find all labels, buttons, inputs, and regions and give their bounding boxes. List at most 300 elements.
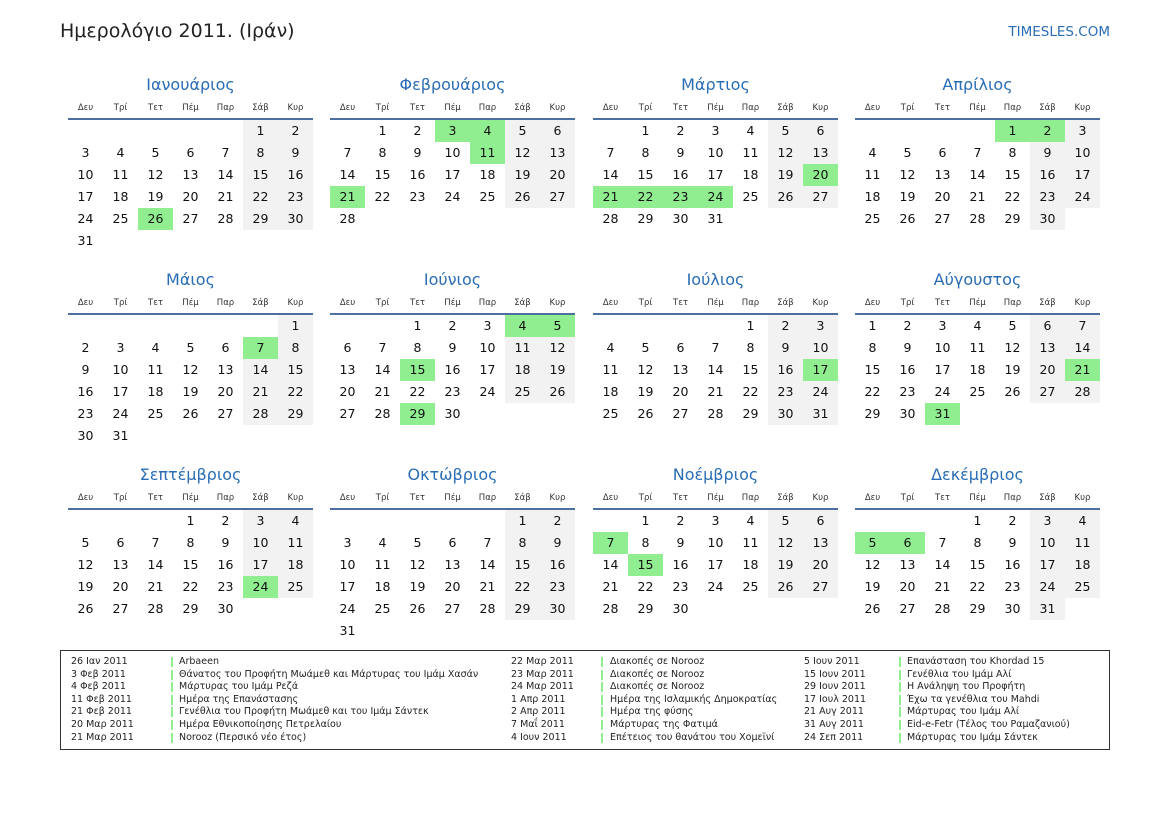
day-cell: 24 [707,579,724,594]
week-row [68,164,313,186]
site-link[interactable]: TIMESLES.COM [1008,24,1110,40]
empty-day-cell [138,510,173,532]
day-cell: 15 [864,362,881,377]
holiday-date: 5 Ιουν 2011 [804,656,860,667]
empty-day-cell [698,315,733,337]
day-cell: 28 [707,406,724,421]
holiday-date: 2 Απρ 2011 [511,706,566,718]
day-cell: 27 [217,406,234,421]
holiday-day-cell: 24 [243,576,278,598]
day-cell: 3 [1030,510,1065,532]
day-cell: 20 [934,189,951,204]
holiday-entry [61,656,1109,669]
day-cell: 14 [217,167,234,182]
empty-day-cell [243,230,278,252]
empty-day-cell [733,208,768,230]
empty-day-cell [243,598,278,620]
weekday-label: Παρ [478,103,497,113]
day-cell: 30 [768,403,803,425]
day-cell: 25 [969,384,986,399]
day-cell: 2 [676,513,685,528]
holiday-entry [61,694,1109,707]
holiday-day-cell: 15 [628,554,663,576]
day-cell: 5 [1008,318,1017,333]
day-cell: 21 [243,381,278,403]
day-cell: 9 [221,535,230,550]
day-cell: 2 [540,510,575,532]
week-row [330,208,575,230]
day-cell: 3 [938,318,947,333]
day-cell: 8 [746,340,755,355]
week-row [68,120,313,142]
weekday-label: Τετ [935,103,950,113]
weekday-label: Πέμ [969,298,986,308]
weekday-label: Πέμ [707,493,724,503]
holiday-day-cell: 26 [138,208,173,230]
weekday-label: Παρ [478,493,497,503]
day-cell: 5 [903,145,912,160]
day-cell: 11 [374,557,391,572]
week-row [68,425,313,447]
holiday-date: 15 Ιουν 2011 [804,668,866,680]
weekday-label: Πέμ [182,298,199,308]
day-cell: 11 [112,167,129,182]
day-cell: 16 [899,362,916,377]
weekday-label: Πέμ [707,298,724,308]
weekday-header [855,293,1100,313]
day-cell: 5 [768,120,803,142]
day-cell: 18 [864,189,881,204]
day-cell: 8 [641,535,650,550]
holiday-date: 4 Φεβ 2011 [71,681,126,693]
weekday-label: Κυρ [1074,298,1091,308]
empty-day-cell [803,598,838,620]
day-cell: 9 [903,340,912,355]
week-row [68,532,313,554]
weekday-label: Παρ [1003,493,1022,503]
day-cell: 18 [112,189,129,204]
holiday-day-cell: 4 [470,120,505,142]
week-row [68,510,313,532]
empty-day-cell [960,403,995,425]
empty-day-cell [435,510,470,532]
day-cell: 14 [602,557,619,572]
weekday-header [330,488,575,508]
day-cell: 26 [768,576,803,598]
empty-day-cell [470,510,505,532]
week-row [593,598,838,620]
empty-day-cell [278,425,313,447]
weekday-label: Δευ [77,103,94,113]
weekday-header [330,293,575,313]
day-cell: 15 [182,557,199,572]
weekday-label: Τετ [148,103,163,113]
empty-day-cell [208,425,243,447]
holiday-date: 21 Αυγ 2011 [804,706,864,718]
day-cell: 9 [676,535,685,550]
empty-day-cell [330,510,365,532]
day-cell: 17 [77,189,94,204]
weekday-label: Τρί [375,103,390,113]
day-cell: 17 [1030,554,1065,576]
day-cell: 5 [413,535,422,550]
weekday-label: Πέμ [444,493,461,503]
day-cell: 2 [1008,513,1017,528]
day-cell: 18 [278,554,313,576]
day-cell: 10 [707,535,724,550]
weekday-label: Παρ [1003,103,1022,113]
holiday-date: 17 Ιουλ 2011 [804,693,867,705]
day-cell: 11 [742,145,759,160]
day-cell: 22 [969,579,986,594]
day-cell: 16 [672,167,689,182]
empty-day-cell [960,120,995,142]
day-cell: 18 [969,362,986,377]
month-name: Μάιος [166,270,215,289]
day-cell: 17 [1065,164,1100,186]
empty-day-cell [470,208,505,230]
holiday-day-cell: 7 [243,337,278,359]
day-cell: 26 [1004,384,1021,399]
holiday-name: Διακοπές σε Norooz [610,656,705,667]
day-cell: 26 [505,186,540,208]
week-row [593,381,838,403]
week-row [330,620,575,642]
day-cell: 27 [339,406,356,421]
day-cell: 29 [742,406,759,421]
weekday-label: Τετ [935,298,950,308]
day-cell: 23 [409,189,426,204]
day-cell: 1 [868,318,877,333]
weekday-label: Παρ [216,103,235,113]
day-cell: 16 [409,167,426,182]
day-cell: 2 [768,315,803,337]
weekday-label: Σάβ [514,493,531,503]
day-cell: 6 [803,120,838,142]
day-cell: 25 [479,189,496,204]
day-cell: 16 [1004,557,1021,572]
weekday-label: Τετ [935,493,950,503]
holiday-day-cell: 6 [890,532,925,554]
day-cell: 1 [243,120,278,142]
page-title: Ημερολόγιο 2011. (Ιράν) [60,20,295,42]
holiday-date: 29 Ιουν 2011 [804,681,866,693]
weekday-label: Κυρ [1074,493,1091,503]
weekday-label: Κυρ [287,103,304,113]
empty-day-cell [855,510,890,532]
day-cell: 20 [217,384,234,399]
month-calendar [330,72,575,230]
day-cell: 11 [969,340,986,355]
day-cell: 24 [1065,186,1100,208]
day-cell: 13 [803,532,838,554]
holiday-date: 22 Μαρ 2011 [511,656,574,667]
empty-day-cell [995,403,1030,425]
day-cell: 18 [147,384,164,399]
day-cell: 22 [374,189,391,204]
holiday-day-cell: 5 [855,532,890,554]
day-cell: 29 [969,601,986,616]
weekday-label: Κυρ [549,493,566,503]
empty-day-cell [173,120,208,142]
day-cell: 20 [339,384,356,399]
weekday-label: Κυρ [287,493,304,503]
weekday-label: Κυρ [287,298,304,308]
week-row [330,598,575,620]
day-cell: 31 [1030,598,1065,620]
holiday-day-cell: 21 [330,186,365,208]
day-cell: 26 [409,601,426,616]
day-cell: 23 [672,579,689,594]
holiday-name: Ημέρα της Ισλαμικής Δημοκρατίας [610,693,778,705]
weekday-label: Δευ [77,298,94,308]
week-row [68,598,313,620]
day-cell: 9 [1008,535,1017,550]
day-cell: 9 [1030,142,1065,164]
day-cell: 12 [505,142,540,164]
day-cell: 19 [540,359,575,381]
month-name: Σεπτέμβριος [139,465,242,484]
empty-day-cell [540,208,575,230]
day-cell: 4 [1065,510,1100,532]
day-cell: 31 [339,623,356,638]
empty-day-cell [855,120,890,142]
day-cell: 10 [803,337,838,359]
day-cell: 12 [1004,340,1021,355]
week-row [593,532,838,554]
week-row [593,554,838,576]
holiday-name: Επέτειος του θανάτου του Χομεϊνί [610,731,775,743]
weekday-label: Τρί [113,103,128,113]
week-row [68,142,313,164]
day-cell: 7 [483,535,492,550]
day-cell: 11 [1065,532,1100,554]
week-row [855,337,1100,359]
weekday-header [68,293,313,313]
day-cell: 16 [217,557,234,572]
weekday-header [855,488,1100,508]
month-calendar [330,267,575,425]
empty-day-cell [505,620,540,642]
weekday-label: Σάβ [252,298,269,308]
day-cell: 22 [278,381,313,403]
holiday-day-cell: 4 [505,315,540,337]
empty-day-cell [628,315,663,337]
holiday-name: Μάρτυρας του Ιμάμ Ρεζά [179,681,299,693]
week-row [68,208,313,230]
day-cell: 30 [77,428,94,443]
weekday-label: Κυρ [549,298,566,308]
week-row [855,315,1100,337]
day-cell: 11 [278,532,313,554]
week-row [855,598,1100,620]
week-row [68,315,313,337]
weekday-label: Κυρ [812,493,829,503]
day-cell: 1 [186,513,195,528]
day-cell: 24 [1030,576,1065,598]
weekday-label: Σάβ [252,103,269,113]
day-cell: 19 [147,189,164,204]
weekday-label: Σάβ [777,493,794,503]
week-row [330,359,575,381]
month-name: Οκτώβριος [407,465,498,484]
month-name: Ιούνιος [423,270,482,289]
week-row [68,337,313,359]
day-cell: 4 [973,318,982,333]
day-cell: 14 [602,167,619,182]
day-cell: 14 [147,557,164,572]
day-cell: 8 [186,535,195,550]
day-cell: 21 [217,189,234,204]
day-cell: 29 [637,211,654,226]
day-cell: 7 [973,145,982,160]
weekday-label: Πέμ [969,493,986,503]
weekday-label: Σάβ [252,493,269,503]
day-cell: 5 [768,510,803,532]
day-cell: 13 [934,167,951,182]
day-cell: 12 [182,362,199,377]
holiday-marker [899,707,901,717]
day-cell: 7 [343,145,352,160]
day-cell: 16 [672,557,689,572]
weekday-label: Τρί [113,298,128,308]
day-cell: 19 [505,164,540,186]
empty-day-cell [173,425,208,447]
day-cell: 13 [182,167,199,182]
day-cell: 17 [707,167,724,182]
day-cell: 30 [278,208,313,230]
weekday-label: Δευ [864,103,881,113]
empty-day-cell [138,120,173,142]
holiday-name: Έχω τα γενέθλια του Mahdi [907,693,1040,705]
day-cell: 10 [707,145,724,160]
day-cell: 24 [934,384,951,399]
day-cell: 18 [479,167,496,182]
day-cell: 24 [444,189,461,204]
month-name: Απρίλιος [942,75,1013,94]
day-cell: 6 [803,510,838,532]
day-cell: 8 [378,145,387,160]
day-cell: 7 [378,340,387,355]
weekday-label: Δευ [602,298,619,308]
day-cell: 13 [217,362,234,377]
holiday-entry [61,732,1109,745]
holiday-name: Γενέθλια του Προφήτη Μωάμεθ και του Ιμάμ Σάντεκ [179,706,429,718]
empty-day-cell [768,598,803,620]
holiday-name: Διακοπές σε Norooz [610,668,705,680]
empty-day-cell [435,620,470,642]
day-cell: 13 [339,362,356,377]
day-cell: 17 [339,579,356,594]
holiday-marker [899,695,901,705]
day-cell: 9 [768,337,803,359]
week-row [68,381,313,403]
day-cell: 8 [973,535,982,550]
day-cell: 27 [934,211,951,226]
day-cell: 20 [182,189,199,204]
day-cell: 12 [77,557,94,572]
weekday-label: Δευ [339,298,356,308]
holiday-name: Μάρτυρας του Ιμάμ Αλί [907,706,1020,718]
holiday-date: 21 Φεβ 2011 [71,706,132,718]
day-cell: 3 [343,535,352,550]
empty-day-cell [365,510,400,532]
day-cell: 17 [934,362,951,377]
week-row [330,186,575,208]
day-cell: 16 [1030,164,1065,186]
day-cell: 4 [151,340,160,355]
month-calendar [855,267,1100,425]
day-cell: 6 [221,340,230,355]
holiday-name: Διακοπές σε Norooz [610,681,705,693]
month-name: Δεκέμβριος [931,465,1024,484]
day-cell: 14 [969,167,986,182]
week-row [855,554,1100,576]
week-row [68,359,313,381]
holiday-name: Γενέθλια του Ιμάμ Αλί [907,668,1012,680]
month-calendar [68,462,313,620]
day-cell: 5 [505,120,540,142]
day-cell: 29 [278,403,313,425]
day-cell: 6 [938,145,947,160]
day-cell: 15 [742,362,759,377]
empty-day-cell [890,510,925,532]
weekday-header [68,98,313,118]
day-cell: 20 [672,384,689,399]
empty-day-cell [138,315,173,337]
holiday-name: Μάρτυρας του Ιμάμ Σάντεκ [907,731,1038,743]
weekday-header [68,488,313,508]
day-cell: 19 [768,164,803,186]
day-cell: 31 [707,211,724,226]
day-cell: 8 [868,340,877,355]
day-cell: 15 [1004,167,1021,182]
weekday-label: Κυρ [812,298,829,308]
day-cell: 10 [479,340,496,355]
day-cell: 29 [864,406,881,421]
day-cell: 26 [864,601,881,616]
weekday-label: Παρ [741,493,760,503]
week-row [330,120,575,142]
day-cell: 7 [711,340,720,355]
holiday-day-cell: 1 [995,120,1030,142]
day-cell: 23 [768,381,803,403]
week-row [330,576,575,598]
day-cell: 27 [899,601,916,616]
empty-day-cell [278,230,313,252]
day-cell: 27 [540,186,575,208]
month-name: Ιούλιος [686,270,745,289]
holiday-day-cell: 23 [663,186,698,208]
week-row [68,186,313,208]
weekday-label: Σάβ [777,298,794,308]
day-cell: 24 [803,381,838,403]
week-row [855,532,1100,554]
day-cell: 16 [77,384,94,399]
day-cell: 21 [707,384,724,399]
day-cell: 3 [711,123,720,138]
day-cell: 28 [374,406,391,421]
day-cell: 1 [413,318,422,333]
empty-day-cell [733,598,768,620]
day-cell: 16 [768,359,803,381]
day-cell: 4 [868,145,877,160]
day-cell: 6 [186,145,195,160]
day-cell: 27 [672,406,689,421]
holiday-marker [899,682,901,692]
empty-day-cell [208,120,243,142]
empty-day-cell [208,230,243,252]
